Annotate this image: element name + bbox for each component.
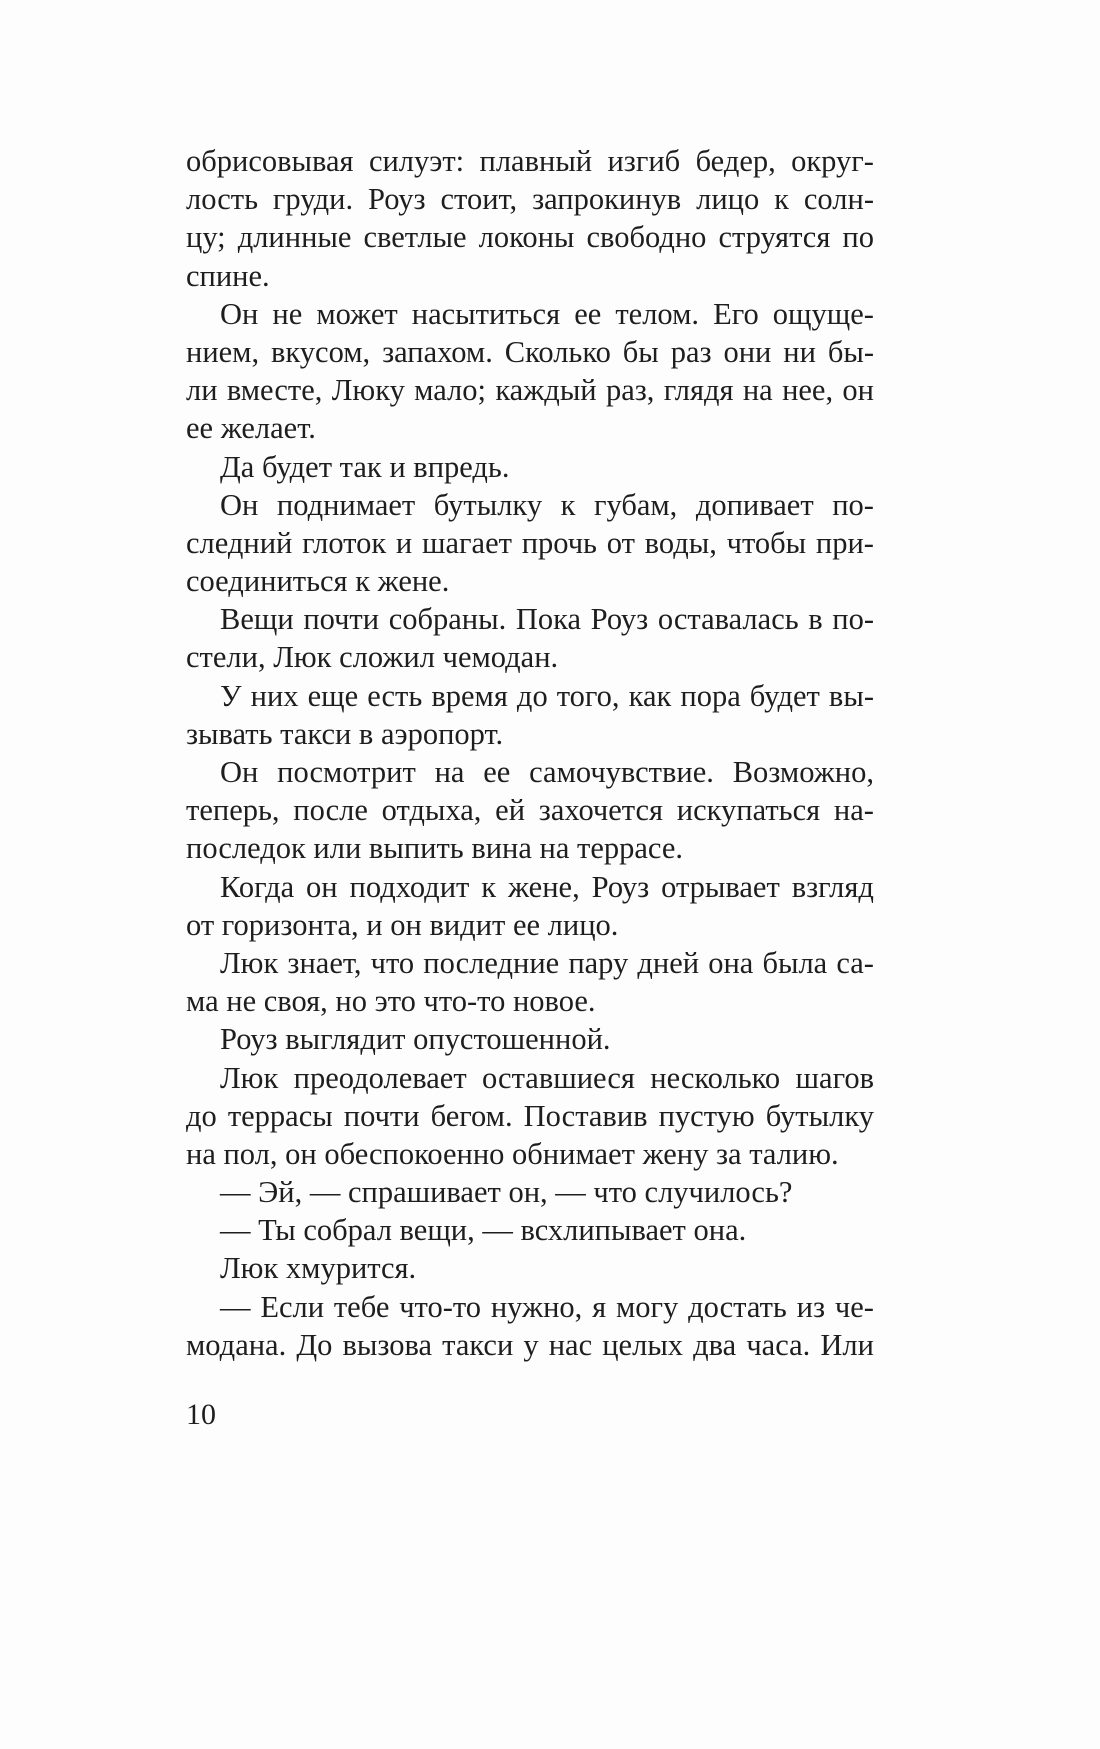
text-line: ли вместе, Люку мало; каждый раз, глядя на нее, он: [186, 373, 874, 408]
text-line: Да будет так и впредь.: [220, 449, 510, 484]
text-line: цу; длинные светлые локоны свободно струятся по: [186, 220, 874, 255]
text-line: — Эй, — спрашивает он, — что случилось?: [220, 1175, 793, 1210]
page-number: 10: [186, 1398, 216, 1431]
text-line: ма не своя, но это что-то новое.: [186, 984, 596, 1019]
text-line: — Если тебе что-то нужно, я могу достать из че-: [220, 1289, 874, 1324]
text-line: Роуз выглядит опустошенной.: [220, 1022, 611, 1057]
text-line: У них еще есть время до того, как пора будет вы-: [220, 678, 874, 713]
text-line: Люк преодолевает оставшиеся несколько шагов: [220, 1060, 874, 1095]
text-line: ее желает.: [186, 411, 316, 446]
text-line: на пол, он обеспокоенно обнимает жену за талию.: [186, 1136, 839, 1171]
text-line: Люк знает, что последние пару дней она была са-: [220, 945, 874, 980]
text-line: Он не может насытиться ее телом. Его ощуще-: [220, 296, 874, 331]
text-line: последок или выпить вина на террасе.: [186, 831, 683, 866]
text-line: теперь, после отдыха, ей захочется искупаться на-: [186, 793, 874, 828]
text-line: следний глоток и шагает прочь от воды, чтобы при-: [186, 525, 874, 560]
text-line: стели, Люк сложил чемодан.: [186, 640, 559, 675]
text-line: Он поднимает бутылку к губам, допивает по-: [220, 487, 874, 522]
text-line: — Ты собрал вещи, — всхлипывает она.: [220, 1213, 747, 1248]
text-line: зывать такси в аэропорт.: [186, 716, 504, 751]
text-line: Люк хмурится.: [220, 1251, 417, 1286]
text-line: соединиться к жене.: [186, 564, 450, 599]
text-line: спине.: [186, 258, 270, 293]
text-line: Он посмотрит на ее самочувствие. Возможно,: [220, 755, 874, 789]
text-line: модана. До вызова такси у нас целых два часа. Или: [186, 1327, 874, 1362]
text-line: обрисовывая силуэт: плавный изгиб бедер, округ-: [186, 144, 874, 178]
text-line: до террасы почти бегом. Поставив пустую бутылку: [186, 1098, 874, 1133]
text-line: от горизонта, и он видит ее лицо.: [186, 907, 619, 942]
text-line: нием, вкусом, запахом. Сколько бы раз они ни бы-: [186, 334, 874, 369]
body-text: [186, 142, 874, 1364]
text-line: Вещи почти собраны. Пока Роуз оставалась в по-: [220, 602, 874, 637]
text-line: Когда он подходит к жене, Роуз отрывает взгляд: [220, 869, 874, 904]
text-line: лость груди. Роуз стоит, запрокинув лицо к солн-: [186, 182, 874, 217]
